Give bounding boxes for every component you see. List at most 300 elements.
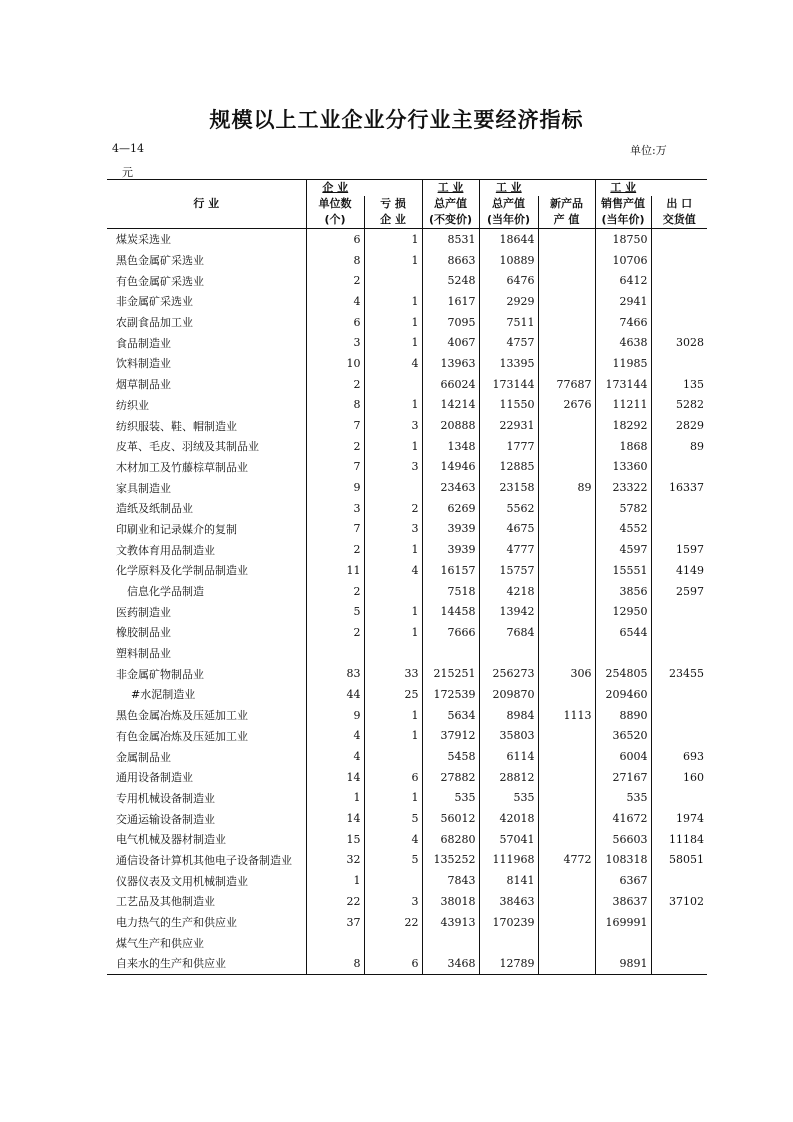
new-product-value-cell: 77687	[538, 374, 595, 395]
new-product-value-cell	[538, 684, 595, 705]
table-row	[107, 560, 707, 581]
output-current-price-cell: 4218	[479, 581, 538, 602]
industry-name-cell: 有色金属冶炼及压延加工业	[116, 729, 248, 743]
header-cell: 销售产值	[595, 196, 651, 212]
sales-value-cell: 18750	[595, 229, 651, 250]
industry-name-cell: 食品制造业	[116, 336, 171, 350]
table-row	[107, 581, 707, 602]
sales-value-cell: 38637	[595, 891, 651, 912]
output-constant-price-cell: 172539	[422, 684, 479, 705]
industry-name-cell: 木材加工及竹藤棕草制品业	[116, 460, 248, 474]
industry-name-cell: 文教体育用品制造业	[116, 543, 215, 557]
output-constant-price-cell: 8531	[422, 229, 479, 250]
industry-name-cell: 非金属矿物制品业	[116, 667, 204, 681]
output-constant-price-cell: 68280	[422, 829, 479, 850]
export-value-cell: 1597	[651, 539, 707, 560]
export-value-cell: 2829	[651, 415, 707, 436]
loss-enterprise-cell: 1	[364, 539, 422, 560]
sales-value-cell: 6544	[595, 622, 651, 643]
new-product-value-cell	[538, 291, 595, 312]
sales-value-cell: 6004	[595, 746, 651, 767]
new-product-value-cell	[538, 726, 595, 747]
new-product-value-cell	[538, 312, 595, 333]
loss-enterprise-cell	[364, 581, 422, 602]
output-constant-price-cell: 6269	[422, 498, 479, 519]
header-cell: 企 业	[306, 180, 364, 197]
output-current-price-cell: 1777	[479, 436, 538, 457]
table-row	[107, 353, 707, 374]
table-row	[107, 788, 707, 809]
export-value-cell	[651, 788, 707, 809]
industry-name-cell: 工艺品及其他制造业	[116, 895, 215, 909]
unit-count-cell: 14	[306, 767, 364, 788]
header-cell: (不变价)	[422, 212, 479, 229]
unit-count-cell: 9	[306, 705, 364, 726]
output-current-price-cell: 173144	[479, 374, 538, 395]
loss-enterprise-cell: 5	[364, 808, 422, 829]
header-cell: 工 业	[595, 180, 651, 197]
export-value-cell: 1974	[651, 808, 707, 829]
industry-name-cell: 有色金属矿采选业	[116, 274, 204, 288]
header-cell: 亏 损	[364, 196, 422, 212]
output-current-price-cell: 2929	[479, 291, 538, 312]
export-value-cell	[651, 498, 707, 519]
new-product-value-cell	[538, 788, 595, 809]
sales-value-cell: 3856	[595, 581, 651, 602]
header-cell: 交货值	[651, 212, 707, 229]
unit-count-cell: 5	[306, 601, 364, 622]
output-current-price-cell: 22931	[479, 415, 538, 436]
industry-name-cell: 金属制品业	[116, 750, 171, 764]
header-row-3	[107, 212, 707, 229]
export-value-cell	[651, 622, 707, 643]
export-value-cell: 23455	[651, 663, 707, 684]
sales-value-cell: 7466	[595, 312, 651, 333]
loss-enterprise-cell	[364, 643, 422, 664]
table-row	[107, 829, 707, 850]
unit-count-cell: 8	[306, 395, 364, 416]
new-product-value-cell	[538, 229, 595, 250]
output-current-price-cell	[479, 643, 538, 664]
unit-count-cell: 1	[306, 870, 364, 891]
header-cell	[364, 180, 422, 197]
industry-name-cell: 纺织业	[116, 398, 149, 412]
output-constant-price-cell: 1348	[422, 436, 479, 457]
output-constant-price-cell: 43913	[422, 912, 479, 933]
unit-count-cell: 4	[306, 746, 364, 767]
new-product-value-cell: 1113	[538, 705, 595, 726]
unit-count-cell: 83	[306, 663, 364, 684]
output-current-price-cell: 256273	[479, 663, 538, 684]
industry-name-cell: 黑色金属冶炼及压延加工业	[116, 709, 248, 723]
output-current-price-cell: 13395	[479, 353, 538, 374]
header-cell: 工 业	[479, 180, 538, 197]
output-current-price-cell: 4757	[479, 332, 538, 353]
sales-value-cell: 535	[595, 788, 651, 809]
table-row	[107, 808, 707, 829]
output-constant-price-cell: 3939	[422, 519, 479, 540]
sales-value-cell: 12950	[595, 601, 651, 622]
new-product-value-cell	[538, 912, 595, 933]
output-constant-price-cell: 5248	[422, 270, 479, 291]
sales-value-cell: 4597	[595, 539, 651, 560]
output-current-price-cell: 6114	[479, 746, 538, 767]
unit-count-cell: 2	[306, 539, 364, 560]
output-constant-price-cell: 5634	[422, 705, 479, 726]
unit-count-cell: 14	[306, 808, 364, 829]
sales-value-cell: 56603	[595, 829, 651, 850]
industry-name-cell: 造纸及纸制品业	[116, 502, 193, 516]
industry-name-cell: 纺织服装、鞋、帽制造业	[116, 419, 237, 433]
new-product-value-cell	[538, 457, 595, 478]
loss-enterprise-cell	[364, 477, 422, 498]
loss-enterprise-cell	[364, 870, 422, 891]
loss-enterprise-cell	[364, 270, 422, 291]
new-product-value-cell: 2676	[538, 395, 595, 416]
table-row	[107, 539, 707, 560]
table-body	[107, 229, 707, 975]
industry-name-cell: 橡胶制品业	[116, 626, 171, 640]
loss-enterprise-cell: 4	[364, 560, 422, 581]
unit-label: 单位:万	[630, 144, 667, 157]
output-current-price-cell: 28812	[479, 767, 538, 788]
table-row	[107, 663, 707, 684]
sales-value-cell: 1868	[595, 436, 651, 457]
loss-enterprise-cell: 1	[364, 705, 422, 726]
new-product-value-cell	[538, 932, 595, 953]
unit-count-cell: 4	[306, 726, 364, 747]
table-row	[107, 705, 707, 726]
unit-count-cell: 6	[306, 229, 364, 250]
unit-count-cell: 9	[306, 477, 364, 498]
sales-value-cell: 173144	[595, 374, 651, 395]
industry-name-cell: 烟草制品业	[116, 378, 171, 392]
table-row	[107, 312, 707, 333]
export-value-cell	[651, 705, 707, 726]
output-constant-price-cell: 5458	[422, 746, 479, 767]
export-value-cell: 4149	[651, 560, 707, 581]
unit-count-cell: 2	[306, 622, 364, 643]
loss-enterprise-cell: 4	[364, 353, 422, 374]
export-value-cell	[651, 250, 707, 271]
output-current-price-cell: 13942	[479, 601, 538, 622]
industry-name-cell: 煤炭采选业	[116, 233, 171, 247]
unit-count-cell: 8	[306, 953, 364, 974]
export-value-cell: 5282	[651, 395, 707, 416]
loss-enterprise-cell: 3	[364, 457, 422, 478]
output-current-price-cell: 209870	[479, 684, 538, 705]
export-value-cell	[651, 270, 707, 291]
sales-value-cell: 13360	[595, 457, 651, 478]
loss-enterprise-cell: 33	[364, 663, 422, 684]
unit-count-cell: 7	[306, 519, 364, 540]
table-row	[107, 622, 707, 643]
output-constant-price-cell: 7666	[422, 622, 479, 643]
loss-enterprise-cell: 1	[364, 436, 422, 457]
output-constant-price-cell: 14458	[422, 601, 479, 622]
table-code: 4—14	[112, 142, 144, 155]
output-constant-price-cell: 27882	[422, 767, 479, 788]
output-current-price-cell: 35803	[479, 726, 538, 747]
new-product-value-cell	[538, 270, 595, 291]
export-value-cell: 58051	[651, 850, 707, 871]
output-constant-price-cell: 7518	[422, 581, 479, 602]
export-value-cell	[651, 870, 707, 891]
new-product-value-cell	[538, 519, 595, 540]
output-constant-price-cell: 14946	[422, 457, 479, 478]
header-cell: 总产值	[422, 196, 479, 212]
table-row	[107, 932, 707, 953]
sales-value-cell	[595, 643, 651, 664]
new-product-value-cell	[538, 539, 595, 560]
header-row-1	[107, 180, 707, 197]
industry-name-cell: 通信设备计算机其他电子设备制造业	[116, 853, 292, 867]
sales-value-cell: 41672	[595, 808, 651, 829]
export-value-cell	[651, 312, 707, 333]
industry-name-cell: 塑料制品业	[116, 647, 171, 661]
sales-value-cell: 9891	[595, 953, 651, 974]
output-current-price-cell: 7511	[479, 312, 538, 333]
unit-count-cell	[306, 932, 364, 953]
sales-value-cell: 209460	[595, 684, 651, 705]
export-value-cell: 693	[651, 746, 707, 767]
output-constant-price-cell: 13963	[422, 353, 479, 374]
header-cell	[107, 212, 306, 229]
unit-count-cell: 44	[306, 684, 364, 705]
industry-name-cell: 家具制造业	[116, 481, 171, 495]
loss-enterprise-cell: 25	[364, 684, 422, 705]
table-row	[107, 643, 707, 664]
export-value-cell	[651, 932, 707, 953]
output-constant-price-cell: 66024	[422, 374, 479, 395]
table-row	[107, 436, 707, 457]
output-constant-price-cell: 1617	[422, 291, 479, 312]
loss-enterprise-cell: 1	[364, 395, 422, 416]
output-current-price-cell: 535	[479, 788, 538, 809]
output-constant-price-cell: 7095	[422, 312, 479, 333]
new-product-value-cell	[538, 891, 595, 912]
sales-value-cell: 6367	[595, 870, 651, 891]
output-current-price-cell: 8984	[479, 705, 538, 726]
unit-count-cell: 4	[306, 291, 364, 312]
output-current-price-cell: 111968	[479, 850, 538, 871]
sales-value-cell: 10706	[595, 250, 651, 271]
output-constant-price-cell: 16157	[422, 560, 479, 581]
industry-name-cell: 饮料制造业	[116, 357, 171, 371]
industry-name-cell: 黑色金属矿采选业	[116, 254, 204, 268]
new-product-value-cell	[538, 870, 595, 891]
unit-count-cell: 7	[306, 415, 364, 436]
unit-count-cell	[306, 643, 364, 664]
sales-value-cell: 36520	[595, 726, 651, 747]
sales-value-cell: 11985	[595, 353, 651, 374]
header-cell-industry: 行 业	[193, 197, 220, 210]
unit-count-cell: 2	[306, 581, 364, 602]
sales-value-cell: 5782	[595, 498, 651, 519]
sales-value-cell: 2941	[595, 291, 651, 312]
table-row	[107, 229, 707, 250]
loss-enterprise-cell: 1	[364, 291, 422, 312]
unit-count-cell: 2	[306, 436, 364, 457]
export-value-cell: 135	[651, 374, 707, 395]
unit-count-cell: 1	[306, 788, 364, 809]
loss-enterprise-cell	[364, 746, 422, 767]
industry-name-cell: 皮革、毛皮、羽绒及其制品业	[116, 440, 259, 454]
output-constant-price-cell	[422, 932, 479, 953]
new-product-value-cell	[538, 643, 595, 664]
table-row	[107, 953, 707, 974]
industry-name-cell: 非金属矿采选业	[116, 295, 193, 309]
export-value-cell: 89	[651, 436, 707, 457]
loss-enterprise-cell: 2	[364, 498, 422, 519]
new-product-value-cell	[538, 250, 595, 271]
loss-enterprise-cell: 4	[364, 829, 422, 850]
export-value-cell	[651, 457, 707, 478]
sales-value-cell	[595, 932, 651, 953]
table-row	[107, 291, 707, 312]
new-product-value-cell	[538, 746, 595, 767]
header-cell: 产 值	[538, 212, 595, 229]
unit-count-cell: 32	[306, 850, 364, 871]
table-row	[107, 250, 707, 271]
header-cell	[538, 180, 595, 197]
export-value-cell	[651, 643, 707, 664]
output-constant-price-cell: 7843	[422, 870, 479, 891]
export-value-cell	[651, 519, 707, 540]
sales-value-cell: 6412	[595, 270, 651, 291]
industry-name-cell: 交通运输设备制造业	[116, 812, 215, 826]
unit-count-cell: 2	[306, 374, 364, 395]
output-current-price-cell: 8141	[479, 870, 538, 891]
export-value-cell	[651, 912, 707, 933]
export-value-cell	[651, 601, 707, 622]
header-cell: 工 业	[422, 180, 479, 197]
export-value-cell: 16337	[651, 477, 707, 498]
new-product-value-cell	[538, 581, 595, 602]
header-cell: 出 口	[651, 196, 707, 212]
industry-name-cell: 自来水的生产和供应业	[107, 953, 306, 974]
output-current-price-cell: 12789	[479, 953, 538, 974]
loss-enterprise-cell: 1	[364, 726, 422, 747]
export-value-cell: 2597	[651, 581, 707, 602]
header-row-2	[107, 196, 707, 212]
sales-value-cell: 15551	[595, 560, 651, 581]
output-constant-price-cell: 8663	[422, 250, 479, 271]
header-cell: (当年价)	[595, 212, 651, 229]
header-cell	[651, 180, 707, 197]
unit-label-wrap: 元	[122, 166, 133, 179]
sales-value-cell: 27167	[595, 767, 651, 788]
table-row	[107, 477, 707, 498]
new-product-value-cell	[538, 498, 595, 519]
output-current-price-cell: 15757	[479, 560, 538, 581]
industry-indicators-table	[107, 179, 707, 975]
loss-enterprise-cell: 1	[364, 312, 422, 333]
table-row	[107, 374, 707, 395]
output-current-price-cell: 4675	[479, 519, 538, 540]
industry-name-cell: 电气机械及器材制造业	[116, 833, 226, 847]
new-product-value-cell	[538, 601, 595, 622]
output-current-price-cell: 12885	[479, 457, 538, 478]
output-current-price-cell: 42018	[479, 808, 538, 829]
page-title: 规模以上工业企业分行业主要经济指标	[209, 108, 584, 132]
table-row	[107, 601, 707, 622]
output-current-price-cell: 23158	[479, 477, 538, 498]
output-current-price-cell: 18644	[479, 229, 538, 250]
table-row	[107, 891, 707, 912]
table-row	[107, 332, 707, 353]
table-row	[107, 850, 707, 871]
loss-enterprise-cell: 1	[364, 622, 422, 643]
new-product-value-cell	[538, 622, 595, 643]
table-row	[107, 415, 707, 436]
industry-name-cell: 电力热气的生产和供应业	[116, 916, 237, 930]
new-product-value-cell: 306	[538, 663, 595, 684]
industry-name-cell: 农副食品加工业	[116, 316, 193, 330]
output-constant-price-cell: 135252	[422, 850, 479, 871]
table-row	[107, 726, 707, 747]
unit-count-cell: 7	[306, 457, 364, 478]
export-value-cell: 11184	[651, 829, 707, 850]
output-constant-price-cell: 215251	[422, 663, 479, 684]
header-cell: 单位数	[306, 196, 364, 212]
output-constant-price-cell: 23463	[422, 477, 479, 498]
unit-count-cell: 37	[306, 912, 364, 933]
loss-enterprise-cell: 3	[364, 519, 422, 540]
table-row	[107, 498, 707, 519]
table-row	[107, 270, 707, 291]
output-constant-price-cell: 38018	[422, 891, 479, 912]
industry-name-cell: 仪器仪表及文用机械制造业	[116, 874, 248, 888]
export-value-cell	[651, 229, 707, 250]
output-current-price-cell	[479, 932, 538, 953]
output-current-price-cell: 57041	[479, 829, 538, 850]
output-constant-price-cell: 56012	[422, 808, 479, 829]
industry-name-cell: 专用机械设备制造业	[116, 791, 215, 805]
export-value-cell	[651, 684, 707, 705]
table-row	[107, 746, 707, 767]
output-constant-price-cell: 3468	[422, 953, 479, 974]
output-current-price-cell: 5562	[479, 498, 538, 519]
loss-enterprise-cell: 5	[364, 850, 422, 871]
unit-count-cell: 8	[306, 250, 364, 271]
output-constant-price-cell: 37912	[422, 726, 479, 747]
header-cell: (当年价)	[479, 212, 538, 229]
table-row	[107, 519, 707, 540]
industry-name-cell: #水泥制造业	[131, 688, 196, 702]
loss-enterprise-cell: 1	[364, 601, 422, 622]
industry-name-cell: 通用设备制造业	[116, 771, 193, 785]
table-row	[107, 912, 707, 933]
loss-enterprise-cell: 1	[364, 250, 422, 271]
industry-name-cell: 印刷业和记录媒介的复制	[116, 522, 237, 536]
table-row	[107, 870, 707, 891]
new-product-value-cell	[538, 353, 595, 374]
industry-name-cell: 化学原料及化学制品制造业	[116, 564, 248, 578]
export-value-cell	[651, 353, 707, 374]
new-product-value-cell: 89	[538, 477, 595, 498]
loss-enterprise-cell: 3	[364, 415, 422, 436]
new-product-value-cell	[538, 436, 595, 457]
new-product-value-cell	[538, 332, 595, 353]
unit-count-cell: 11	[306, 560, 364, 581]
sales-value-cell: 23322	[595, 477, 651, 498]
sales-value-cell: 8890	[595, 705, 651, 726]
new-product-value-cell	[538, 829, 595, 850]
export-value-cell	[651, 726, 707, 747]
sales-value-cell: 4552	[595, 519, 651, 540]
new-product-value-cell: 4772	[538, 850, 595, 871]
